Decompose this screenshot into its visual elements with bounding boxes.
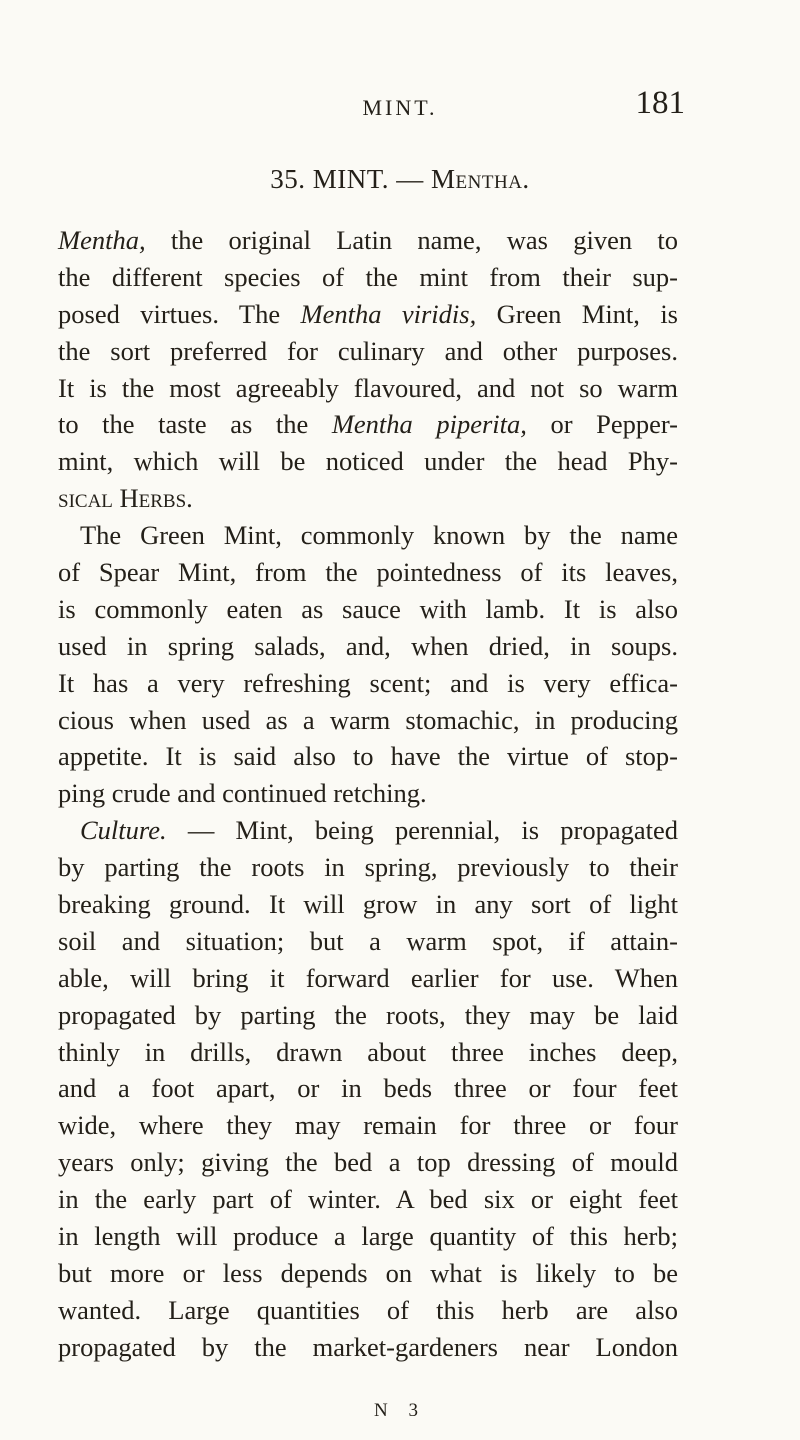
italic-phrase: Mentha piperita, — [331, 409, 527, 440]
text-run: but more or less depends on what is likely to be — [58, 1257, 678, 1288]
text-run: thinly in drills, drawn about three inches deep, — [58, 1036, 678, 1067]
text-run: is commonly eaten as sauce with lamb. It is also — [58, 593, 678, 624]
text-line — [58, 997, 678, 1034]
page-number: 181 — [635, 85, 685, 121]
text-run: It has a very refreshing scent; and is very effica- — [58, 667, 678, 698]
text-line — [58, 702, 678, 739]
text-line — [58, 812, 678, 849]
text-run: or Pepper- — [526, 409, 678, 440]
text-line — [58, 665, 678, 702]
text-line — [58, 406, 678, 443]
text-line — [58, 849, 678, 886]
text-line — [58, 1181, 678, 1218]
text-run: ping crude and continued retching. — [58, 778, 427, 809]
text-run: in length will produce a large quantity of this herb; — [58, 1221, 678, 1252]
text-run: posed virtues. The — [58, 298, 301, 329]
text-run: in the early part of winter. A bed six or eight feet — [58, 1184, 678, 1215]
text-run: appetite. It is said also to have the virtue of stop- — [58, 741, 678, 772]
text-line — [58, 222, 678, 259]
text-line — [58, 886, 678, 923]
text-line — [58, 554, 678, 591]
text-run: It is the most agreeably flavoured, and not so warm — [58, 372, 678, 403]
text-run: cious when used as a warm stomachic, in producing — [58, 704, 678, 735]
text-line — [58, 517, 678, 554]
text-line — [58, 333, 678, 370]
text-line — [58, 480, 678, 517]
text-line — [58, 628, 678, 665]
text-run: — Mint, being perennial, is propagated — [166, 815, 678, 846]
italic-phrase: Mentha, — [58, 225, 146, 255]
text-run: propagated by the market-gardeners near London — [58, 1331, 678, 1362]
text-run: Green Mint, is — [476, 298, 678, 329]
body-text — [58, 222, 678, 1366]
signature-mark: N 3 — [374, 1400, 426, 1421]
text-run: of Spear Mint, from the pointedness of its leaves, — [58, 557, 678, 588]
text-run: and a foot apart, or in beds three or four feet — [58, 1073, 678, 1104]
text-line — [58, 775, 678, 812]
text-run: breaking ground. It will grow in any sort of light — [58, 889, 678, 920]
text-run: years only; giving the bed a top dressing of mould — [58, 1147, 678, 1178]
section-title — [0, 164, 800, 195]
text-run: The Green Mint, commonly known by the name — [80, 520, 678, 551]
text-run: used in spring salads, and, when dried, in soups. — [58, 630, 678, 661]
text-line — [58, 370, 678, 407]
section-latin-name: Mentha. — [431, 164, 530, 194]
text-run: the sort preferred for culinary and other purposes. — [58, 335, 678, 366]
text-run: soil and situation; but a warm spot, if attain- — [58, 925, 678, 956]
text-run: propagated by parting the roots, they may be laid — [58, 999, 678, 1030]
text-line — [58, 960, 678, 997]
italic-phrase: Mentha viridis, — [300, 298, 477, 329]
text-run: wide, where they may remain for three or four — [58, 1110, 678, 1141]
text-run: by parting the roots in spring, previously to their — [58, 852, 678, 883]
text-line — [58, 738, 678, 775]
text-line — [58, 1034, 678, 1071]
text-line — [58, 923, 678, 960]
text-line — [58, 1070, 678, 1107]
text-line — [58, 1255, 678, 1292]
text-run: the original Latin name, was given to — [145, 225, 678, 255]
text-line — [58, 296, 678, 333]
text-line — [58, 1107, 678, 1144]
text-line — [58, 1218, 678, 1255]
section-number-and-name: 35. MINT. — — [270, 164, 432, 194]
text-run: sical Herbs. — [58, 483, 193, 514]
text-line — [58, 1144, 678, 1181]
text-run: the different species of the mint from their sup- — [58, 261, 678, 292]
text-line — [58, 1329, 678, 1366]
running-head — [0, 85, 800, 129]
text-run: mint, which will be noticed under the head Phy- — [58, 446, 678, 477]
text-line — [58, 443, 678, 480]
running-head-title: MINT. — [362, 95, 438, 120]
text-line — [58, 259, 678, 296]
italic-phrase: Culture. — [80, 815, 167, 846]
text-run: able, will bring it forward earlier for use. When — [58, 962, 678, 993]
text-line — [58, 591, 678, 628]
text-run: to the taste as the — [58, 409, 332, 440]
text-line — [58, 1292, 678, 1329]
text-run: wanted. Large quantities of this herb are also — [58, 1294, 678, 1325]
